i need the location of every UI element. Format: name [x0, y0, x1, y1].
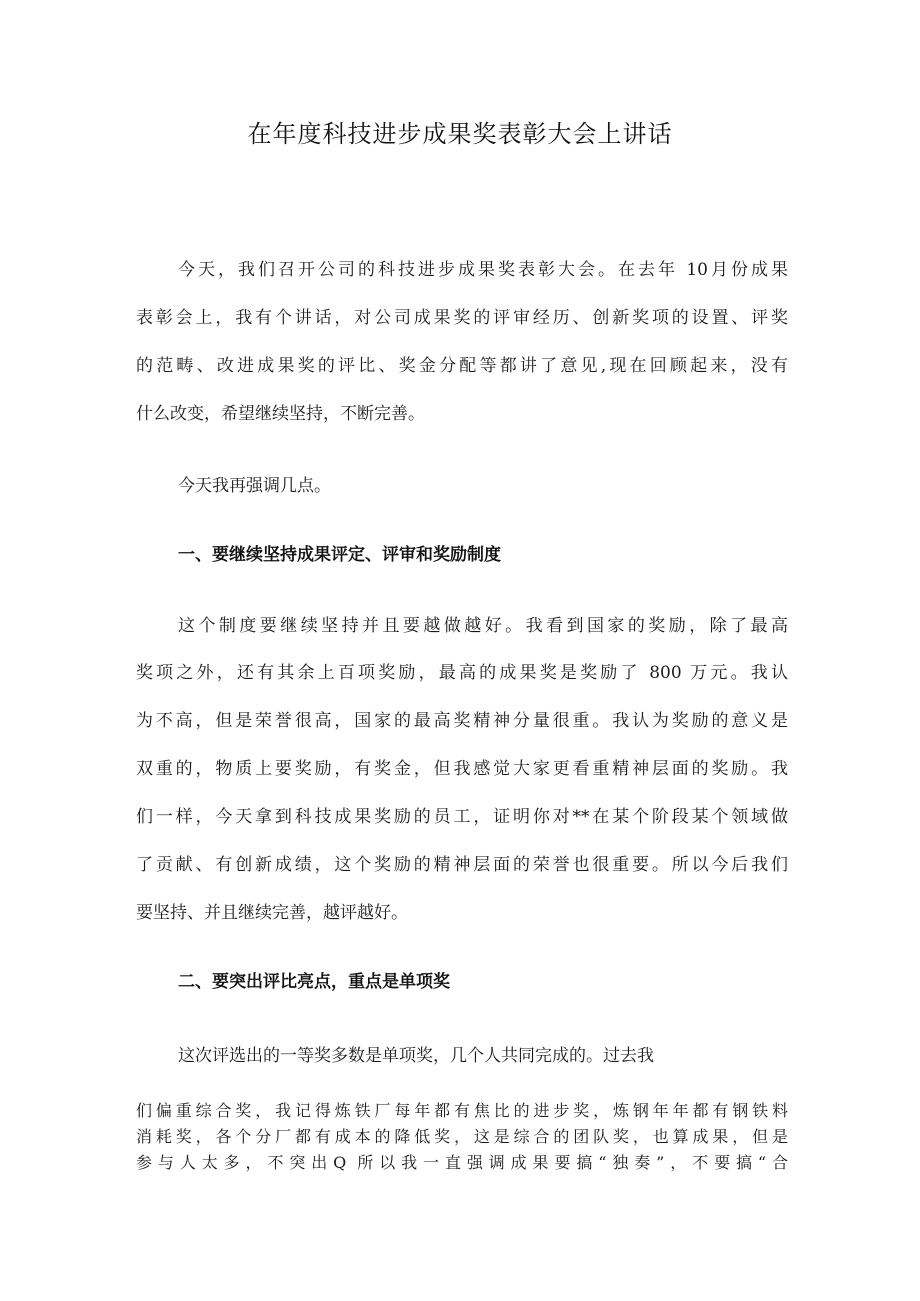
paragraph-line: 今天，我们召开公司的科技进步成果奖表彰大会。在去年 10月份成果 — [178, 260, 788, 280]
document-title: 在年度科技进步成果奖表彰大会上讲话 — [247, 120, 673, 148]
paragraph-line: 参与人太多，不突出Q 所以我一直强调成果要搞“独奏”，不要搞“合 — [136, 1153, 788, 1172]
paragraph-line: 们一样，今天拿到科技成果奖励的员工，证明你对**在某个阶段某个领域做 — [136, 807, 788, 827]
paragraph-line: 了贡献、有创新成绩，这个奖励的精神层面的荣誉也很重要。所以今后我们 — [136, 855, 788, 875]
paragraph-line: 这个制度要继续坚持并且要越做越好。我看到国家的奖励，除了最高 — [178, 616, 788, 636]
paragraph-line: 双重的，物质上要奖励，有奖金，但我感觉大家更看重精神层面的奖励。我 — [136, 759, 788, 779]
paragraph-line: 消耗奖，各个分厂都有成本的降低奖，这是综合的团队奖，也算成果，但是 — [136, 1127, 788, 1146]
paragraph-line: 们偏重综合奖，我记得炼铁厂每年都有焦比的进步奖，炼钢年年都有钢铁料 — [136, 1101, 788, 1120]
section-heading: 一、要继续坚持成果评定、评审和奖励制度 — [178, 545, 501, 565]
paragraph-line: 为不高，但是荣誉很高，国家的最高奖精神分量很重。我认为奖励的意义是 — [136, 711, 788, 731]
paragraph-line: 表彰会上，我有个讲话，对公司成果奖的评审经历、创新奖项的设置、评奖 — [136, 308, 788, 328]
paragraph-line: 什么改变，希望继续坚持，不断完善。 — [136, 404, 425, 424]
paragraph-line: 要坚持、并且继续完善，越评越好。 — [136, 903, 408, 923]
paragraph-line: 这次评选出的一等奖多数是单项奖，几个人共同完成的。过去我 — [178, 1046, 654, 1066]
section-heading: 二、要突出评比亮点，重点是单项奖 — [178, 972, 450, 992]
paragraph-line: 的范畴、改进成果奖的评比、奖金分配等都讲了意见,现在回顾起来，没有 — [136, 356, 788, 376]
paragraph-line: 今天我再强调几点。 — [178, 476, 331, 496]
paragraph-line: 奖项之外，还有其余上百项奖励，最高的成果奖是奖励了 800 万元。我认 — [136, 663, 788, 683]
